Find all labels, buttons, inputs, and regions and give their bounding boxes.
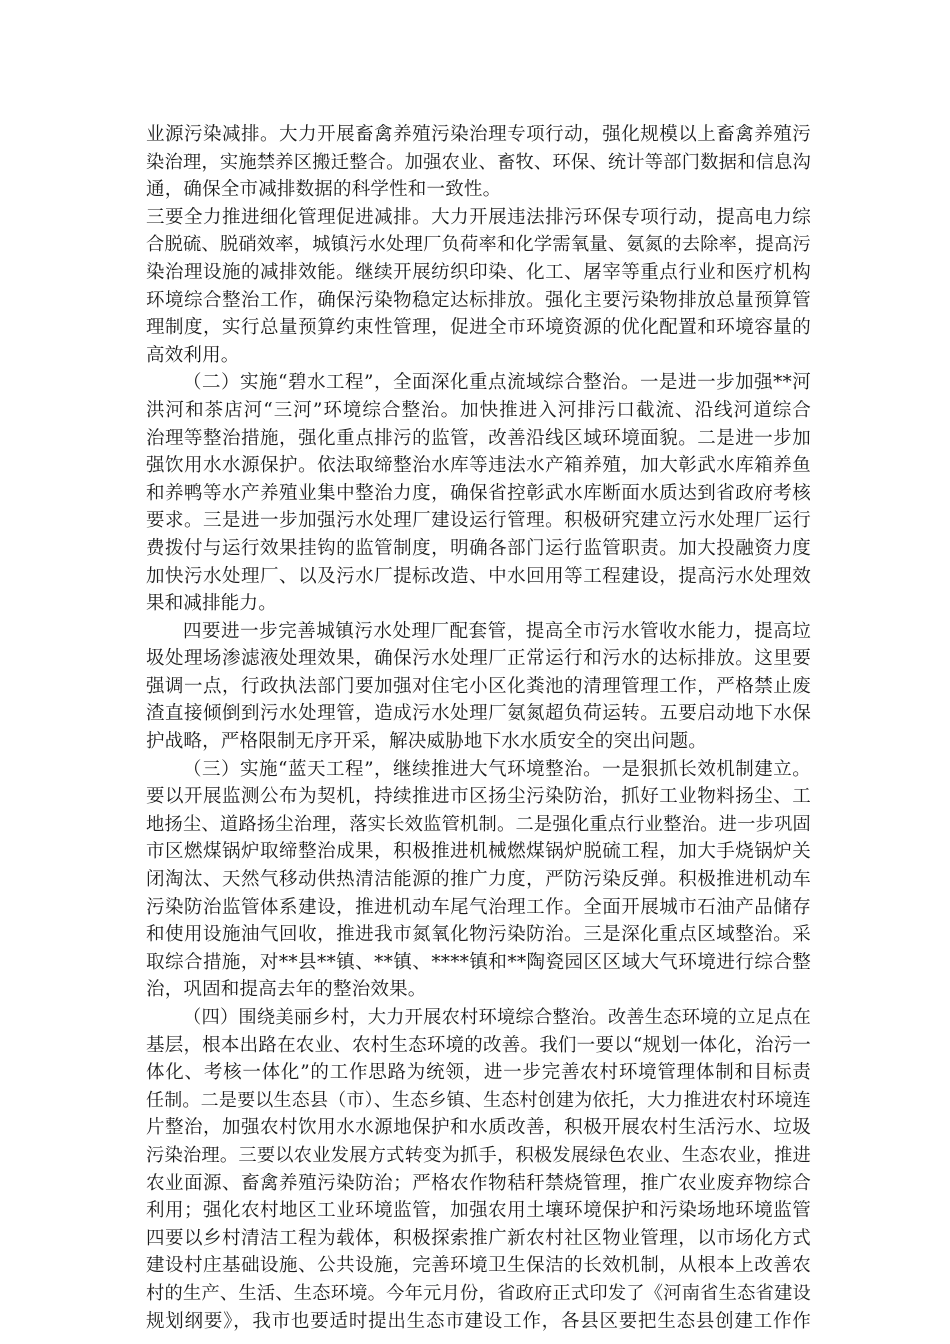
text-line: 规划纲要》，我市也要适时提出生态市建设工作，各县区要把生态县创建工作作: [146, 1310, 811, 1332]
text-line: 三要全力推进细化管理促进减排。大力开展违法排污环保专项行动，提高电力综: [146, 206, 811, 228]
text-line: 污染防治监管体系建设，推进机动车尾气治理工作。全面开展城市石油产品储存: [146, 896, 811, 918]
text-line: 片整治，加强农村饮用水水源地保护和水质改善，积极开展农村生活污水、垃圾: [146, 1117, 811, 1139]
text-line: 四要进一步完善城镇污水处理厂配套管，提高全市污水管收水能力，提高垃: [183, 620, 811, 642]
text-line: 染治理，实施禁养区搬迁整合。加强农业、畜牧、环保、统计等部门数据和信息沟: [146, 151, 811, 173]
text-line: 理制度，实行总量预算约束性管理，促进全市环境资源的优化配置和环境容量的: [146, 317, 811, 339]
text-line: 费拨付与运行效果挂钩的监管制度，明确各部门运行监管职责。加大投融资力度: [146, 537, 811, 559]
text-line: 四要以乡村清洁工程为载体，积极探索推广新农村社区物业管理，以市场化方式: [146, 1227, 811, 1249]
text-line: 果和减排能力。: [146, 593, 277, 615]
text-line: 和使用设施油气回收，推进我市氮氧化物污染防治。三是深化重点区域整治。采: [146, 924, 811, 946]
text-line: 市区燃煤锅炉取缔整治成果，积极推进机械燃煤锅炉脱硫工程，加大手烧锅炉关: [146, 841, 811, 863]
text-line: 体化、考核一体化”的工作思路为统领，进一步完善农村环境管理体制和目标责: [146, 1062, 811, 1084]
text-line: 和养鸭等水产养殖业集中整治力度，确保省控彰武水库断面水质达到省政府考核: [146, 482, 811, 504]
text-line: 强调一点，行政执法部门要加强对住宅小区化粪池的清理管理工作，严格禁止废: [146, 675, 811, 697]
text-line: 治，巩固和提高去年的整治效果。: [146, 979, 427, 1001]
text-line: 染治理设施的减排效能。继续开展纺织印染、化工、屠宰等重点行业和医疗机构: [146, 261, 811, 283]
text-line: （三）实施“蓝天工程”，继续推进大气环境整治。一是狠抓长效机制建立。: [183, 758, 811, 780]
text-line: 护战略，严格限制无序开采，解决威胁地下水水质安全的突出问题。: [146, 731, 708, 753]
text-line: 治理等整治措施，强化重点排污的监管，改善沿线区域环境面貌。二是进一步加: [146, 427, 811, 449]
text-line: 高效利用。: [146, 344, 240, 366]
text-line: 合脱硫、脱硝效率，城镇污水处理厂负荷率和化学需氧量、氨氮的去除率，提高污: [146, 234, 811, 256]
text-line: （二）实施“碧水工程”，全面深化重点流域综合整治。一是进一步加强**河: [183, 372, 811, 394]
text-line: 取综合措施，对**县**镇、**镇、****镇和**陶瓷园区区域大气环境进行综合整: [146, 951, 811, 973]
text-line: 要以开展监测公布为契机，持续推进市区扬尘污染防治，抓好工业物料扬尘、工: [146, 786, 811, 808]
text-line: 任制。二是要以生态县（市）、生态乡镇、生态村创建为依托，大力推进农村环境连: [146, 1089, 811, 1111]
text-line: 要求。三是进一步加强污水处理厂建设运行管理。积极研究建立污水处理厂运行: [146, 510, 811, 532]
text-line: 污染治理。三要以农业发展方式转变为抓手，积极发展绿色农业、生态农业，推进: [146, 1144, 811, 1166]
text-line: （四）围绕美丽乡村，大力开展农村环境综合整治。改善生态环境的立足点在: [183, 1007, 811, 1028]
text-line: 农业面源、畜禽养殖污染防治；严格农作物秸秆禁烧管理，推广农业废弃物综合: [146, 1172, 811, 1194]
text-line: 洪河和茶店河“三河”环境综合整治。加快推进入河排污口截流、沿线河道综合: [146, 399, 811, 421]
text-line: 渣直接倾倒到污水处理管，造成污水处理厂氨氮超负荷运转。五要启动地下水保: [146, 703, 811, 725]
document-body: [146, 121, 811, 1335]
text-line: 建设村庄基础设施、公共设施，完善环境卫生保洁的长效机制，从根本上改善农: [146, 1255, 811, 1277]
text-line: 闭淘汰、天然气移动供热清洁能源的推广力度，严防污染反弹。积极推进机动车: [146, 869, 811, 891]
text-line: 村的生产、生活、生态环境。今年元月份，省政府正式印发了《河南省生态省建设: [146, 1282, 811, 1304]
text-line: 通，确保全市减排数据的科学性和一致性。: [146, 179, 502, 201]
text-line: 强饮用水水源保护。依法取缔整治水库等违法水产箱养殖，加大彰武水库箱养鱼: [146, 455, 811, 477]
text-line: 加快污水处理厂、以及污水厂提标改造、中水回用等工程建设，提高污水处理效: [146, 565, 811, 587]
text-line: 地扬尘、道路扬尘治理，落实长效监管机制。二是强化重点行业整治。进一步巩固: [146, 813, 811, 835]
text-line: 利用；强化农村地区工业环境监管，加强农用土壤环境保护和污染场地环境监管: [146, 1200, 811, 1222]
text-line: 圾处理场渗滤液处理效果，确保污水处理厂正常运行和污水的达标排放。这里要: [146, 648, 811, 670]
text-line: 基层，根本出路在农业、农村生态环境的改善。我们一要以“规划一体化，治污一: [146, 1034, 811, 1056]
text-line: 业源污染减排。大力开展畜禽养殖污染治理专项行动，强化规模以上畜禽养殖污: [146, 124, 811, 145]
text-line: 环境综合整治工作，确保污染物稳定达标排放。强化主要污染物排放总量预算管: [146, 289, 811, 311]
